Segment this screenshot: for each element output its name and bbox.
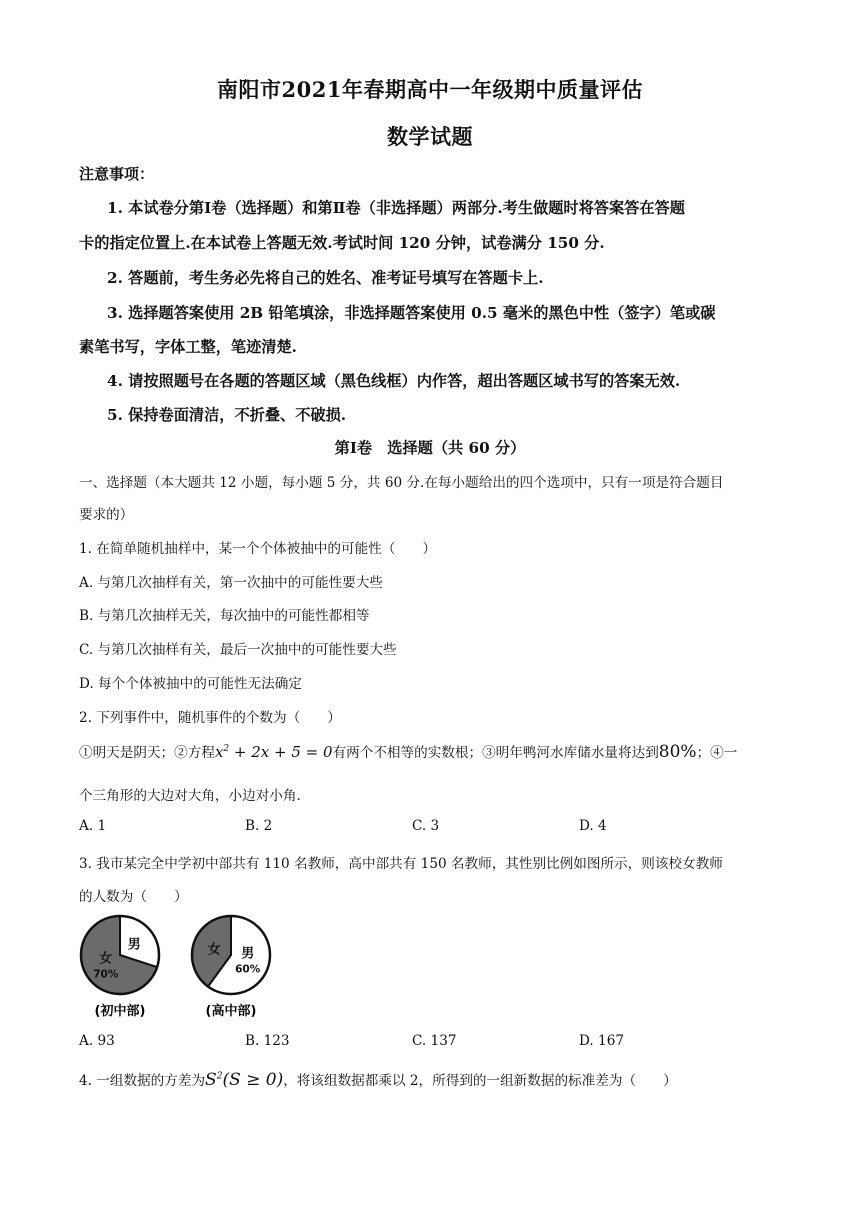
question-2-option-a: A. 1: [79, 818, 107, 834]
notice-item-1-line-2: 卡的指定位置上.在本试卷上答题无效.考试时间 120 分钟，试卷满分 150 分.: [79, 234, 605, 252]
question-2-option-b: B. 2: [245, 818, 273, 834]
section-intro-line-2: 要求的）: [79, 507, 134, 523]
percentage: 80%: [658, 742, 697, 762]
question-1-stem: 1. 在简单随机抽样中，某一个个体被抽中的可能性（ ）: [79, 541, 437, 557]
question-2-stem: 2. 下列事件中，随机事件的个数为（ ）: [79, 710, 341, 726]
variance-symbol: $S^2$: [205, 1070, 223, 1090]
q2-text-c: ；④一: [696, 745, 738, 761]
q2-text-b: 有两个不相等的实数根；③明年鸭河水库储水量将达到: [332, 745, 659, 761]
pie-title-junior: (初中部): [94, 1004, 146, 1019]
question-4-stem: [79, 1069, 677, 1090]
question-2-option-d: D. 4: [579, 818, 607, 834]
question-3-option-b: B. 123: [245, 1033, 290, 1049]
pie-charts-figure: [76, 912, 286, 1024]
question-1-option-b: B. 与第几次抽样无关，每次抽中的可能性都相等: [79, 608, 370, 624]
pie-slice-percent: 70%: [93, 968, 119, 981]
question-3-stem-line-1: 3. 我市某完全中学初中部共有 110 名教师，高中部共有 150 名教师，其性别比例如图所示，则该校女教师: [79, 856, 723, 872]
equation: $x^2 + 2x + 5 = 0$: [214, 743, 333, 761]
question-1-option-a: A. 与第几次抽样有关，第一次抽中的可能性要大些: [79, 575, 383, 591]
pie-slice-label: 女: [99, 951, 113, 967]
pie-chart-junior: [81, 916, 159, 994]
notice-item-1-line-1: 1. 本试卷分第Ⅰ卷（选择题）和第Ⅱ卷（非选择题）两部分.考生做题时将答案答在答题: [107, 199, 685, 217]
notice-item-4: 4. 请按照题号在各题的答题区域（黑色线框）内作答，超出答题区域书写的答案无效.: [107, 372, 681, 390]
question-2-option-c: C. 3: [412, 818, 440, 834]
pie-chart-senior: [192, 916, 270, 994]
page-subtitle: 数学试题: [387, 124, 473, 149]
pie-slice-percent: 60%: [235, 963, 261, 976]
question-3-option-c: C. 137: [412, 1033, 457, 1049]
notice-item-3-line-1: 3. 选择题答案使用 2B 铅笔填涂，非选择题答案使用 0.5 毫米的黑色中性（签字）笔或碳: [107, 304, 716, 322]
notice-item-2: 2. 答题前，考生务必先将自己的姓名、准考证号填写在答题卡上.: [107, 269, 544, 287]
section-heading: 第Ⅰ卷 选择题（共 60 分）: [334, 439, 526, 457]
pie-title-senior: (高中部): [205, 1004, 257, 1019]
question-1-option-d: D. 每个个体被抽中的可能性无法确定: [79, 676, 302, 692]
question-3-option-d: D. 167: [579, 1033, 625, 1049]
q4-text-b: ，将该组数据都乘以 2，所得到的一组新数据的标准差为（ ）: [283, 1073, 677, 1089]
section-intro-line-1: 一、选择题（本大题共 12 小题，每小题 5 分，共 60 分.在每小题给出的四个选项中，只有一项是符合题目: [79, 475, 724, 491]
question-2-line-1: [79, 741, 737, 762]
question-2-line-2: 个三角形的大边对大角，小边对小角.: [79, 788, 301, 804]
page-title: 南阳市2021年春期高中一年级期中质量评估: [217, 77, 643, 102]
notice-item-3-line-2: 素笔书写，字体工整，笔迹清楚.: [79, 338, 297, 356]
notice-heading: 注意事项：: [79, 165, 155, 183]
question-3-stem-line-2: 的人数为（ ）: [79, 889, 188, 905]
q2-text-a: ①明天是阴天；②方程: [79, 745, 215, 761]
notice-item-5: 5. 保持卷面清洁，不折叠、不破损.: [107, 406, 347, 424]
q4-text-a: 4. 一组数据的方差为: [79, 1073, 206, 1089]
pie-slice-label: 男: [241, 946, 255, 962]
pie-slice-label: 女: [207, 942, 221, 958]
pie-slice-label: 男: [127, 937, 141, 953]
question-1-option-c: C. 与第几次抽样有关，最后一次抽中的可能性要大些: [79, 642, 397, 658]
question-3-option-a: A. 93: [79, 1033, 115, 1049]
variance-condition: (S ≥ 0): [222, 1070, 284, 1090]
